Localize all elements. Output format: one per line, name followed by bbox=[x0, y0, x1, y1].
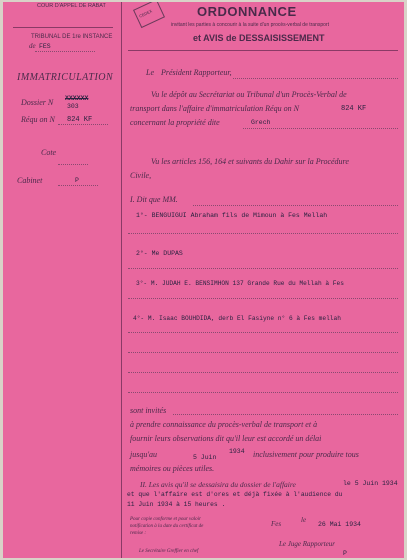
para-3a: jusqu'au bbox=[130, 450, 158, 459]
dossier-label: Dossier N bbox=[21, 98, 54, 107]
ii-typed-a: le 5 Juin 1934 bbox=[343, 480, 398, 487]
secretary-signature: Le Secrétaire Greffier en chef bbox=[139, 549, 199, 554]
deadline-year: 1934 bbox=[229, 448, 245, 455]
magistrate: Président Rapporteur, bbox=[161, 68, 232, 77]
property-name: Grech bbox=[251, 119, 271, 126]
party-line-6 bbox=[128, 372, 398, 373]
document-title: ORDONNANCE bbox=[197, 4, 297, 19]
para-1: à prendre connaissance du procès-verbal de transport et à bbox=[130, 420, 318, 429]
invites-line bbox=[173, 414, 398, 415]
footer-left-1: Pour copie conforme et pour valoir bbox=[130, 517, 201, 522]
signature-initial: P bbox=[343, 550, 347, 557]
req-number: 824 KF bbox=[341, 105, 367, 113]
requisition-value: 824 KF bbox=[67, 116, 93, 124]
party-3: 3°- M. JUDAH E. BENSIMHON 137 Grande Rue du Mellah à Fes bbox=[136, 280, 344, 287]
party-line-3 bbox=[128, 298, 398, 299]
footer-left-3: remise : bbox=[130, 531, 147, 536]
para-4: mémoires ou pièces utiles. bbox=[130, 464, 215, 473]
cote-label: Cote bbox=[41, 148, 57, 157]
dit-que: I. Dit que MM. bbox=[130, 195, 178, 204]
req-line bbox=[58, 124, 108, 125]
judge-label: Le Juge Rapporteur bbox=[279, 540, 335, 548]
dossier-struck: XXXXXX bbox=[65, 95, 89, 102]
section-title: IMMATRICULATION bbox=[17, 72, 114, 83]
subtitle-line2: et AVIS de DESSAISISSEMENT bbox=[193, 33, 325, 43]
document-sheet bbox=[3, 2, 404, 558]
subtitle-line1: invitant les parties à concourir à la suite d'un procès-verbal de transport bbox=[171, 22, 329, 28]
requisition-label: Réqu on N bbox=[21, 115, 55, 124]
dit-line bbox=[193, 205, 398, 206]
party-line-7 bbox=[128, 392, 398, 393]
stamp bbox=[133, 2, 165, 28]
sont-invites: sont invités bbox=[130, 406, 167, 415]
city-line bbox=[35, 51, 95, 52]
column-divider bbox=[121, 2, 122, 558]
stamp-text: CEDEX bbox=[138, 8, 153, 19]
vu2-a: Vu les articles 156, 164 et suivants du Dahir sur la Procédure bbox=[151, 157, 349, 166]
place-label: Fes bbox=[271, 520, 282, 528]
deadline-date: 5 Juin bbox=[193, 454, 217, 461]
party-line-2 bbox=[128, 268, 398, 269]
header-rule bbox=[128, 50, 398, 51]
ii-typed-c: 11 Juin 1934 à 15 heures . bbox=[127, 501, 226, 508]
magistrate-line bbox=[233, 78, 398, 79]
le-label: Le bbox=[146, 68, 154, 77]
party-line-5 bbox=[128, 352, 398, 353]
property-line bbox=[243, 128, 398, 129]
court-name: COUR D'APPEL DE RABAT bbox=[37, 3, 106, 9]
vu1-c: concernant la propriété dite bbox=[130, 118, 220, 127]
para-2: fournir leurs observations dit qu'il leur est accordé un délai bbox=[130, 434, 322, 443]
party-line-1 bbox=[128, 233, 398, 234]
tribunal-city: FES bbox=[39, 43, 51, 50]
left-rule bbox=[13, 27, 113, 28]
signature-date: 26 Mai 1934 bbox=[318, 521, 361, 528]
section-ii: II. Les avis qu'il se dessaisira du dossier de l'affaire bbox=[140, 480, 296, 489]
vu1-b: transport dans l'affaire d'immatriculation Réqu on N bbox=[130, 104, 299, 113]
party-4: 4°- M. Isaac BOUHDIDA, derb El Fasiyne n° 6 à Fes mellah bbox=[133, 315, 341, 322]
footer-left-2: notification à la date du certificat de bbox=[130, 524, 204, 529]
cote-line bbox=[58, 164, 88, 165]
le-date-label: le bbox=[301, 516, 307, 524]
party-line-4 bbox=[128, 332, 398, 333]
party-1: 1°- BENGUIGUI Abraham fils de Mimoun à Fes Mellah bbox=[136, 212, 328, 219]
ii-typed-b: et que l'affaire est d'ores et déjà fixée à l'audience du bbox=[127, 491, 343, 498]
dossier-value: 303 bbox=[67, 103, 79, 110]
para-3b: inclusivement pour produire tous bbox=[253, 450, 359, 459]
cabinet-label: Cabinet bbox=[17, 176, 43, 185]
tribunal-de: de bbox=[29, 42, 36, 50]
cabinet-line bbox=[58, 185, 98, 186]
tribunal-label: TRIBUNAL DE 1re INSTANCE bbox=[31, 34, 113, 40]
cabinet-value: P bbox=[75, 177, 79, 184]
vu1-a: Vu le dépôt au Secrétariat ou Tribunal d'un Procès-Verbal de bbox=[151, 90, 347, 99]
vu2-b: Civile, bbox=[130, 171, 152, 180]
party-2: 2°- Me DUPAS bbox=[136, 250, 183, 257]
